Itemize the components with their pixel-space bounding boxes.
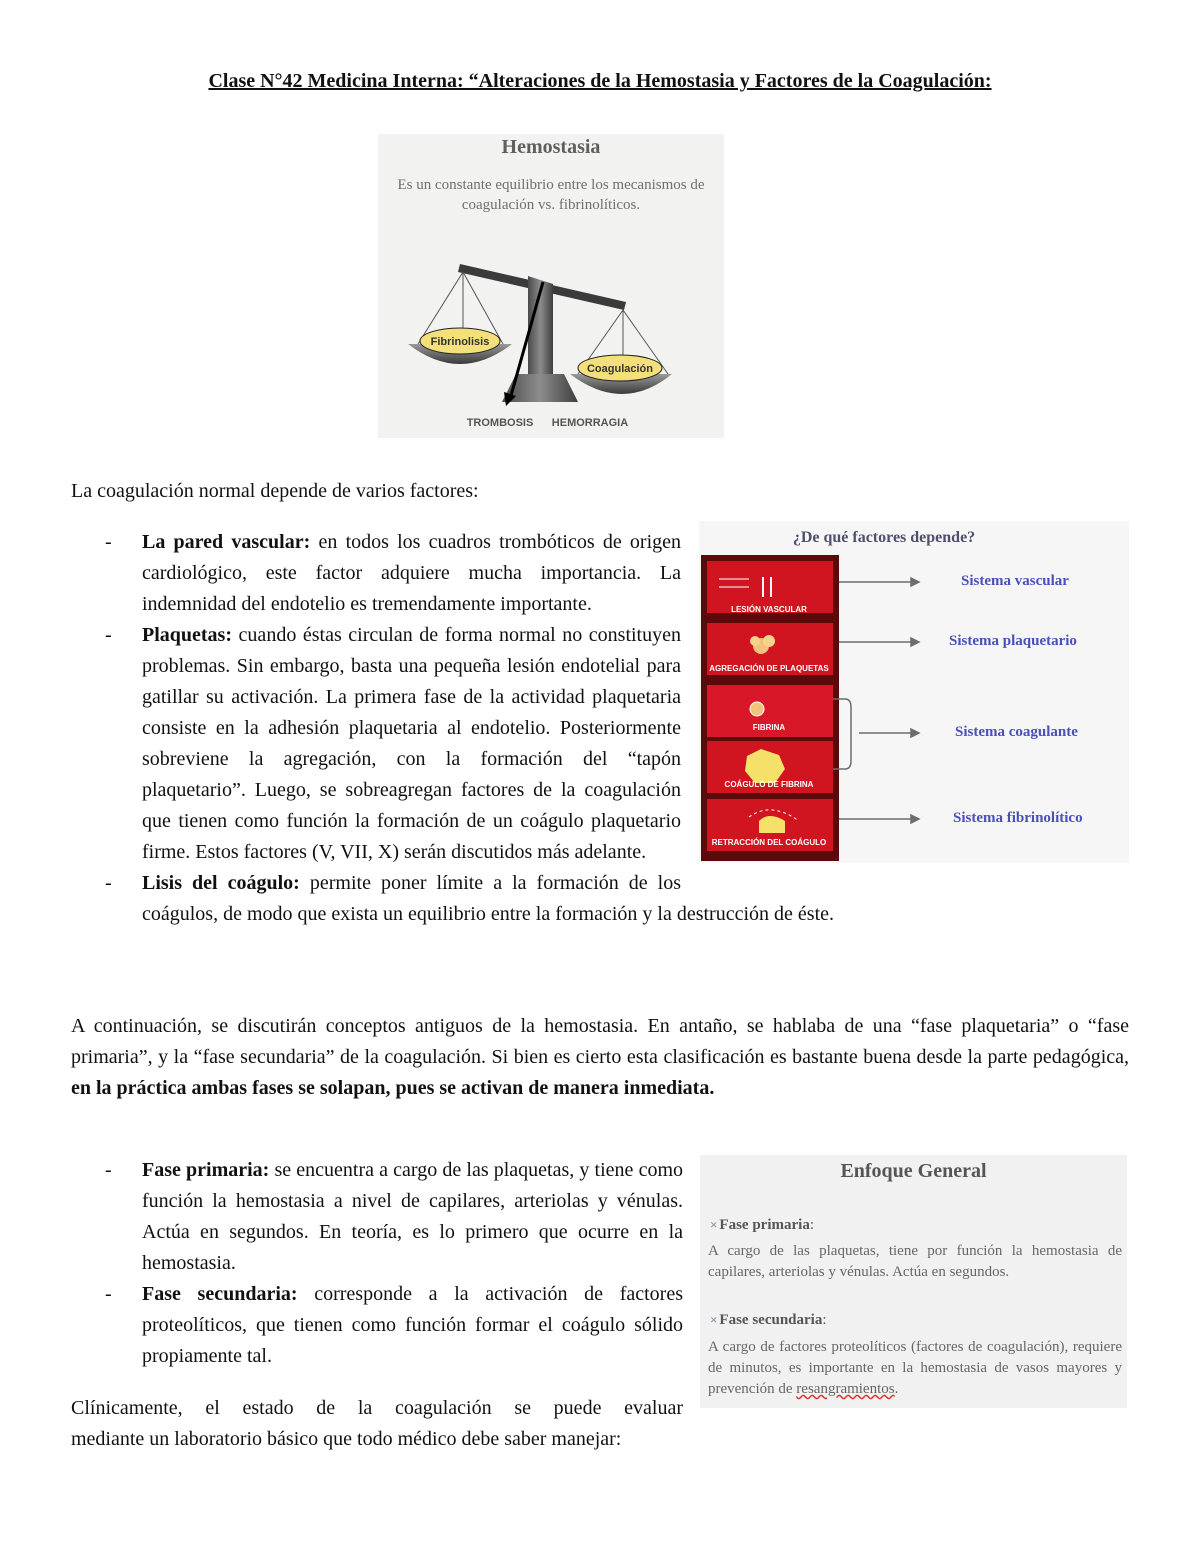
factors-section [71,527,1129,930]
list-item: - Plaquetas: cuando éstas circulan de forma normal no constituyen problemas. Sin embargo, basta una pequeña lesión endotelial para gatillar su activación. La primera fase de la actividad plaquetaria consiste en la adhesión plaquetaria al endotelio. Posteriormente sobreviene la agregación, con la formación del “tapón plaquetario”. Luego, se sobreagregan factores de la coagulación que tienen como función la formación de un coágulo plaquetario firme. Estos factores (V, VII, X) serán discutidos más adelante. [71,620,1129,868]
trombosis-label: TROMBOSIS [466,417,534,429]
hemostasia-figure [378,134,724,438]
hemorragia-label: HEMORRAGIA [551,417,629,429]
paragraph: A continuación, se discutirán conceptos antiguos de la hemostasia. En antaño, se hablaba de una “fase plaquetaria” o “fase primaria”, y la “fase secundaria” de la coagulación. Si bien es cierto esta clasificación es bastante buena desde la parte pedagógica, en la práctica ambas fases se solapan, pues se activan de manera inmediata. [71,1015,1129,1099]
panel-label: RETRACCIÓN DEL COÁGULO [711,838,827,847]
panel-label: AGREGACIÓN DE PLAQUETAS [709,664,829,673]
fase-primaria-heading: × Fase primaria: [710,1217,814,1233]
list-item: - Fase primaria: se encuentra a cargo de las plaquetas, y tiene como función la hemostasia a nivel de capilares, arteriolas y vénulas. Actúa en segundos. En teoría, es lo primero que ocurre en la hemostasia. [71,1155,683,1279]
coagulacion-label: Coagulación [586,363,654,375]
list-item: - Fase secundaria: corresponde a la activación de factores proteolíticos, que tienen como función formar el coágulo sólido propiamente tal. [71,1279,683,1372]
balance-scale-illustration [378,134,724,438]
panel-label: LESIÓN VASCULAR [731,605,807,614]
list-item: - Lisis del coágulo: permite poner límite a la formación de los coágulos, de modo que exista un equilibrio entre la formación y la destrucción de éste. [71,868,1129,930]
system-label: Sistema vascular [961,573,1069,589]
system-label: Sistema plaquetario [949,633,1077,649]
page-title: Clase N°42 Medicina Interna: “Alteraciones de la Hemostasia y Factores de la Coagulación: [208,70,992,92]
close-x-icon: × [710,1312,718,1327]
list-item: - La pared vascular: en todos los cuadros trombóticos de origen cardiológico, este factor adquiere mucha importancia. La indemnidad del endotelio es tremendamente importante. [71,527,1129,620]
system-label: Sistema coagulante [955,724,1078,740]
fase-secundaria-heading: × Fase secundaria: [710,1312,827,1328]
panel-label: COÁGULO DE FIBRINA [724,780,814,789]
fase-primaria-text: A cargo de las plaquetas, tiene por función la hemostasia de capilares, arteriolas y vénulas. Actúa en segundos. [708,1243,1122,1280]
figure-subtitle: Es un constante equilibrio entre los mecanismos de coagulación vs. fibrinolíticos. [397,177,705,213]
phases-section [71,1155,683,1372]
figure-title: ¿De qué factores depende? [792,529,976,546]
system-label: Sistema fibrinolítico [953,810,1083,826]
fibrinolisis-label: Fibrinolisis [430,336,490,348]
figure-title: Hemostasia [501,136,601,158]
enfoque-general-figure [700,1155,1127,1408]
panel-label: FIBRINA [752,723,786,732]
intro-text: La coagulación normal depende de varios factores: [71,480,479,502]
close-x-icon: × [710,1217,718,1232]
figure-title: Enfoque General [840,1160,987,1182]
closing-paragraph: Clínicamente, el estado de la coagulación se puede evaluar mediante un laboratorio básico que todo médico debe saber manejar: [71,1397,683,1450]
fase-secundaria-text: A cargo de factores proteolíticos (factores de coagulación), requiere de minutos, es importante en la hemostasia de vasos mayores y prevención de resangramientos. [708,1339,1122,1397]
